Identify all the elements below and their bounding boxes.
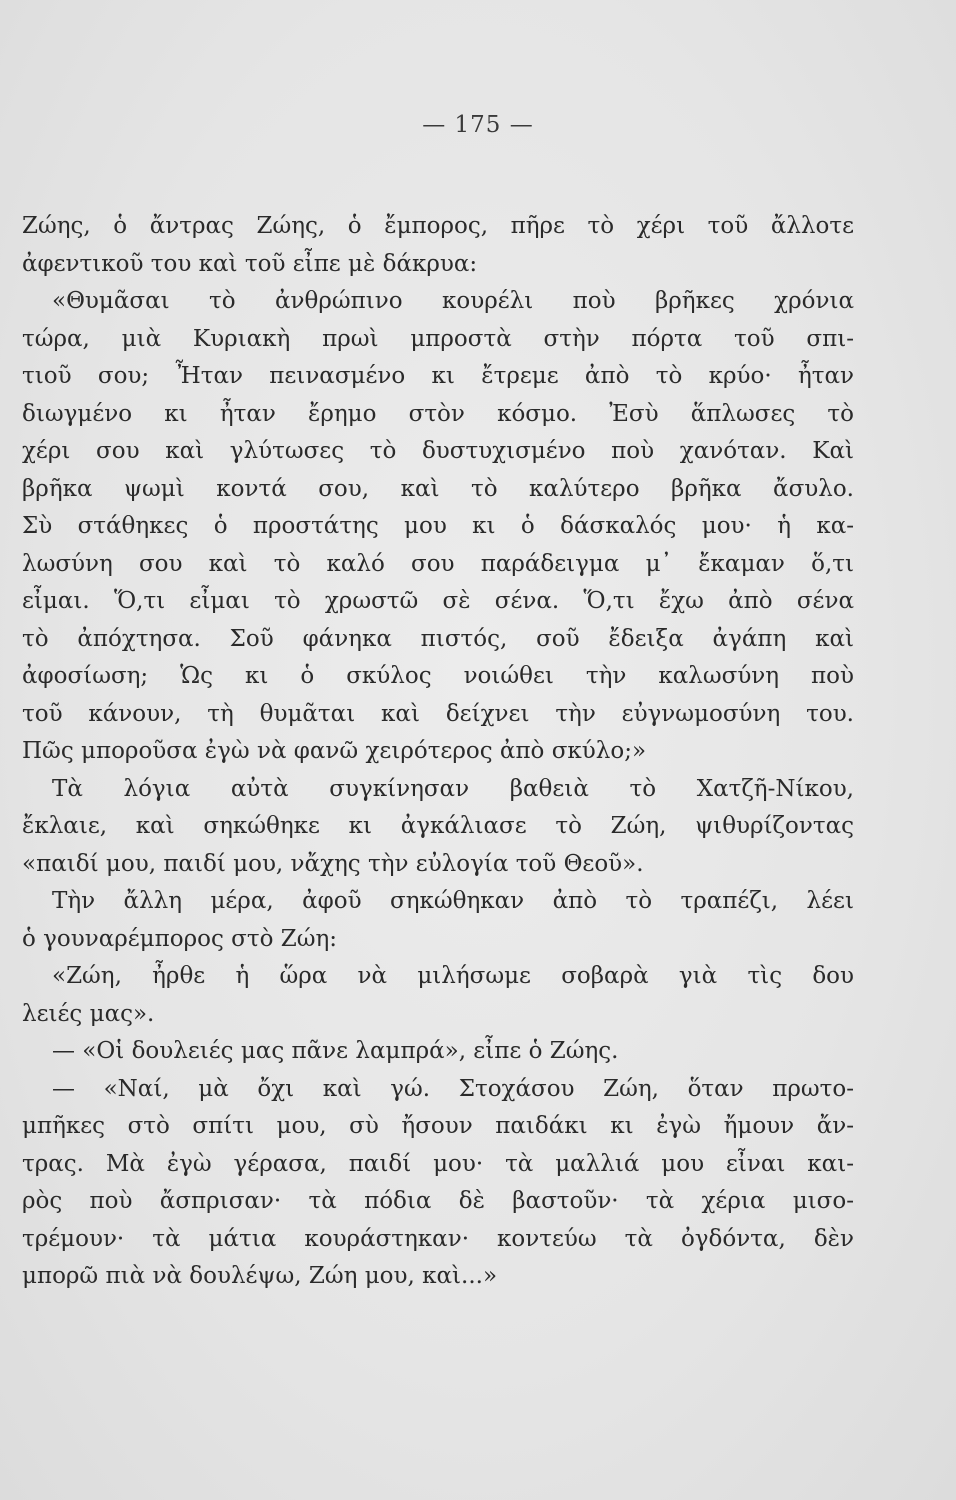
text-line: Πῶς μποροῦσα ἐγὼ νὰ φανῶ χειρότερος ἀπὸ σκύλο;»: [22, 738, 647, 764]
text-line: Τὴν ἄλλη μέρα, ἀφοῦ σηκώθηκαν ἀπὸ τὸ τραπέζι, λέει: [52, 888, 854, 914]
text-line: ρὸς ποὺ ἄσπρισαν· τὰ πόδια δὲ βαστοῦν· τὰ χέρια μισο-: [22, 1188, 854, 1214]
text-line: ἔκλαιε, καὶ σηκώθηκε κι ἀγκάλιασε τὸ Ζώη, ψιθυρίζοντας: [22, 813, 854, 839]
text-line: τοῦ κάνουν, τὴ θυμᾶται καὶ δείχνει τὴν εὐγνωμοσύνη του.: [22, 700, 854, 727]
text-line: μπορῶ πιὰ νὰ δουλέψω, Ζώη μου, καὶ...»: [22, 1263, 498, 1289]
text-line: εἶμαι. Ὅ,τι εἶμαι τὸ χρωστῶ σὲ σένα. Ὅ,τι ἔχω ἀπὸ σένα: [22, 588, 854, 614]
text-line: «παιδί μου, παιδί μου, νἄχης τὴν εὐλογία τοῦ Θεοῦ».: [22, 850, 644, 877]
text-line: ὁ γουναρέμπορος στὸ Ζώη:: [22, 925, 338, 952]
text-line: τὸ ἀπόχτησα. Σοῦ φάνηκα πιστός, σοῦ ἔδειξα ἀγάπη καὶ: [22, 625, 854, 652]
text-line: μπῆκες στὸ σπίτι μου, σὺ ἤσουν παιδάκι κι ἐγὼ ἤμουν ἄν-: [22, 1113, 854, 1139]
text-line: βρῆκα ψωμὶ κοντά σου, καὶ τὸ καλύτερο βρῆκα ἄσυλο.: [22, 475, 854, 502]
text-line: — «Οἱ δουλειές μας πᾶνε λαμπρά», εἶπε ὁ Ζώης.: [52, 1038, 619, 1064]
text-line: ἀφοσίωση; Ὡς κι ὁ σκύλος νοιώθει τὴν καλωσύνη ποὺ: [22, 663, 854, 689]
text-line: λωσύνη σου καὶ τὸ καλό σου παράδειγμα μ᾽ ἔκαμαν ὅ,τι: [22, 550, 854, 577]
text-line: τιοῦ σου; Ἦταν πεινασμένο κι ἔτρεμε ἀπὸ τὸ κρύο· ἦταν: [22, 363, 854, 389]
text-line: τώρα, μιὰ Κυριακὴ πρωὶ μπροστὰ στὴν πόρτα τοῦ σπι-: [22, 325, 854, 352]
body-text: [22, 208, 854, 1296]
text-line: ἀφεντικοῦ του καὶ τοῦ εἶπε μὲ δάκρυα:: [22, 250, 478, 277]
text-line: Ζώης, ὁ ἄντρας Ζώης, ὁ ἔμπορος, πῆρε τὸ χέρι τοῦ ἄλλοτε: [22, 213, 854, 239]
text-line: χέρι σου καὶ γλύτωσες τὸ δυστυχισμένο ποὺ χανόταν. Καὶ: [22, 438, 854, 464]
text-line: — «Ναί, μὰ ὄχι καὶ γώ. Στοχάσου Ζώη, ὅταν πρωτο-: [52, 1075, 854, 1102]
text-line: τρέμουν· τὰ μάτια κουράστηκαν· κοντεύω τὰ ὀγδόντα, δὲν: [22, 1225, 854, 1252]
text-line: «Ζώη, ἦρθε ἡ ὥρα νὰ μιλήσωμε σοβαρὰ γιὰ τὶς δου: [52, 963, 854, 989]
text-line: διωγμένο κι ἦταν ἔρημο στὸν κόσμο. Ἐσὺ ἅπλωσες τὸ: [22, 400, 854, 427]
text-line: Σὺ στάθηκες ὁ προστάτης μου κι ὁ δάσκαλός μου· ἡ κα-: [22, 513, 854, 539]
text-line: τρας. Μὰ ἐγὼ γέρασα, παιδί μου· τὰ μαλλιά μου εἶναι και-: [22, 1150, 854, 1177]
page-number: — 175 —: [422, 112, 534, 138]
text-line: Τὰ λόγια αὐτὰ συγκίνησαν βαθειὰ τὸ Χατζῆ-Νίκου,: [52, 775, 854, 802]
text-line: λειές μας».: [22, 1000, 155, 1027]
text-line: «Θυμᾶσαι τὸ ἀνθρώπινο κουρέλι ποὺ βρῆκες χρόνια: [52, 288, 854, 314]
